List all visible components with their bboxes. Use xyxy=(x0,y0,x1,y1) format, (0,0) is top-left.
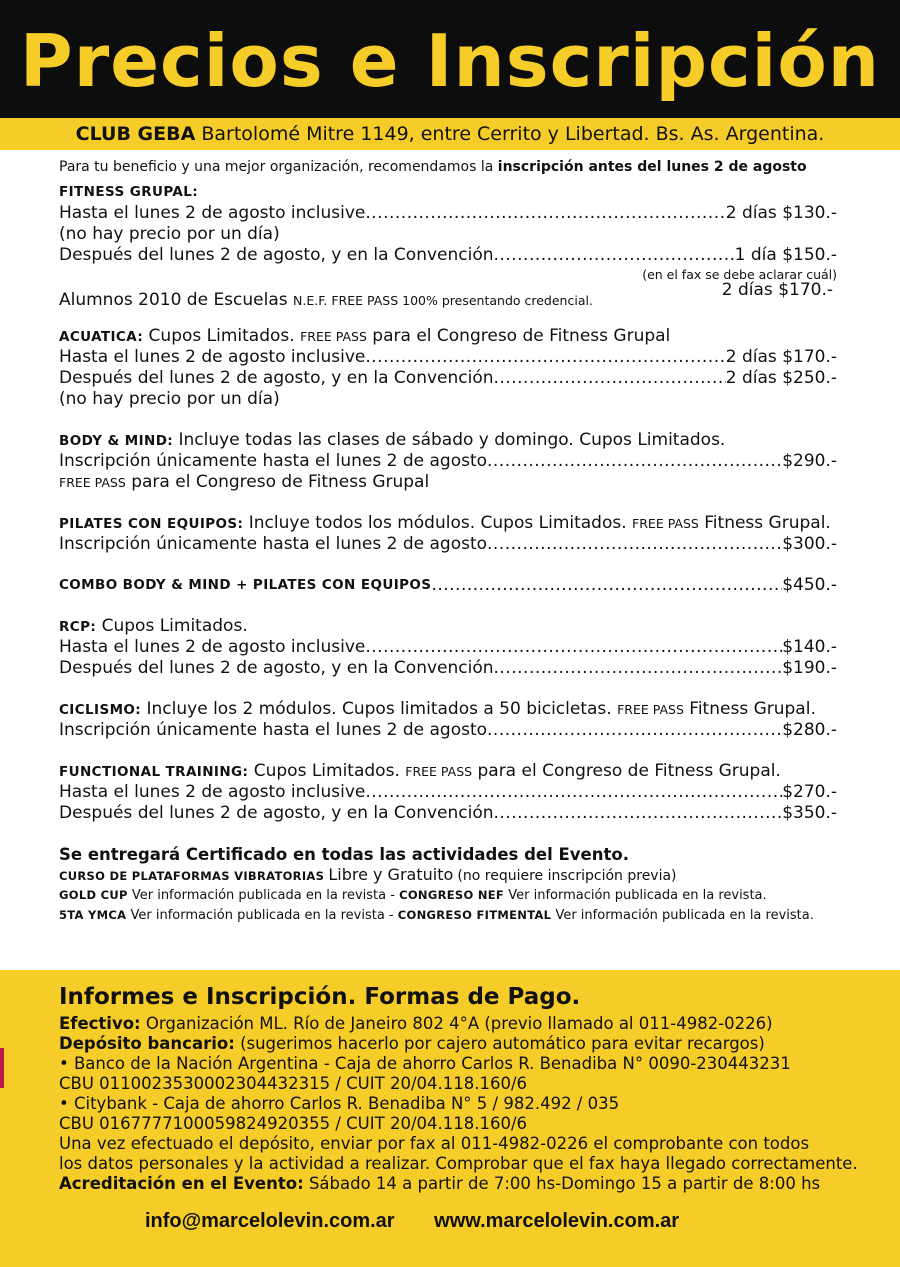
row-price: $300.- xyxy=(782,534,837,554)
row-price: 2 días $170.- xyxy=(721,280,833,300)
extra-text: Ver información publicada en la revista. xyxy=(555,908,814,923)
free-pass-line xyxy=(59,472,837,493)
free-pass: FREE PASS xyxy=(405,764,473,779)
contact-links xyxy=(145,1210,845,1233)
page-title: Precios e Inscripción xyxy=(19,19,881,103)
venue-bar xyxy=(0,118,900,150)
fax-note: (en el fax se debe aclarar cuál) xyxy=(642,267,837,282)
intro-text xyxy=(59,156,837,182)
row-price: 2 días $170.- xyxy=(725,347,837,367)
intro-plain: Para tu beneficio y una mejor organización, recomendamos la xyxy=(59,159,494,175)
intro-bold: inscripción antes del lunes 2 de agosto xyxy=(497,159,807,175)
row-label: Después del lunes 2 de agosto, y en la Convención xyxy=(59,658,494,678)
deposito-label: Depósito bancario: xyxy=(59,1034,235,1053)
alumnos-text xyxy=(59,290,593,311)
row-price: $450.- xyxy=(782,575,837,595)
extra-gold-cup xyxy=(59,885,837,905)
section-label: RCP: xyxy=(59,619,97,635)
extra-key: CONGRESO NEF xyxy=(399,888,505,902)
club-name: CLUB GEBA xyxy=(75,123,196,145)
section-desc: Fitness Grupal. xyxy=(704,513,831,533)
extra-text: Ver información publicada en la revista. xyxy=(508,888,767,903)
payment-heading: Informes e Inscripción. Formas de Pago. xyxy=(59,984,581,1010)
row-note: (no hay precio por un día) xyxy=(59,224,280,244)
row-price: $290.- xyxy=(782,451,837,471)
row-price: $280.- xyxy=(782,720,837,740)
free-pass: FREE PASS xyxy=(59,475,126,490)
row-price: 2 días $250.- xyxy=(725,368,837,388)
row-label: Después del lunes 2 de agosto, y en la Convención xyxy=(59,803,494,823)
row-label: Inscripción únicamente hasta el lunes 2 de agosto xyxy=(59,720,488,740)
dot-leader xyxy=(494,368,726,389)
dot-leader xyxy=(365,347,725,368)
fax-instructions: los datos personales y la actividad a realizar. Comprobar que el fax haya llegado correctamente. xyxy=(59,1154,858,1173)
email-link[interactable]: info@marcelolevin.com.ar xyxy=(145,1210,395,1232)
price-row xyxy=(59,637,837,658)
row-label: Hasta el lunes 2 de agosto inclusive xyxy=(59,782,366,802)
dot-leader xyxy=(494,245,735,266)
section-pilates-heading xyxy=(59,513,837,534)
price-row xyxy=(59,203,837,224)
price-row xyxy=(59,658,837,679)
section-functional-heading xyxy=(59,761,837,782)
header-bar xyxy=(0,0,900,118)
extra-text: Ver información publicada en la revista - xyxy=(130,908,394,923)
row-price: $350.- xyxy=(782,803,837,823)
section-ciclismo-heading xyxy=(59,699,837,720)
extra-text: Ver información publicada en la revista - xyxy=(131,888,395,903)
section-bodymind-heading xyxy=(59,430,837,451)
extra-curso xyxy=(59,865,837,885)
acreditacion-label: Acreditación en el Evento: xyxy=(59,1174,304,1193)
row-price: 2 días $130.- xyxy=(725,203,837,223)
section-label: COMBO BODY & MIND + PILATES CON EQUIPOS xyxy=(59,577,432,593)
efectivo-line xyxy=(59,1014,879,1034)
payment-footer xyxy=(0,970,900,1267)
bank-citybank: • Citybank - Caja de ahorro Carlos R. Benadiba N° 5 / 982.492 / 035 xyxy=(59,1094,620,1113)
price-row xyxy=(59,720,837,741)
row-label: Hasta el lunes 2 de agosto inclusive xyxy=(59,637,366,657)
row-price: $190.- xyxy=(782,658,837,678)
dot-leader xyxy=(487,720,782,741)
section-desc: para el Congreso de Fitness Grupal xyxy=(372,326,671,346)
section-desc: para el Congreso de Fitness Grupal. xyxy=(477,761,781,781)
section-label: FUNCTIONAL TRAINING: xyxy=(59,764,249,780)
section-combo-row xyxy=(59,575,837,596)
deposito-text: (sugerimos hacerlo por cajero automático para evitar recargos) xyxy=(240,1034,765,1053)
row-label: Después del lunes 2 de agosto, y en la Convención xyxy=(59,245,494,265)
extra-key: GOLD CUP xyxy=(59,888,128,902)
extra-text: Libre y Gratuito xyxy=(328,865,454,884)
section-desc: Incluye todos los módulos. Cupos Limitados. xyxy=(248,513,627,533)
row-price: $270.- xyxy=(782,782,837,802)
extra-ymca xyxy=(59,905,837,925)
dot-leader xyxy=(365,637,782,658)
price-row xyxy=(59,245,837,266)
dot-leader xyxy=(431,575,782,596)
row-label: Inscripción únicamente hasta el lunes 2 de agosto xyxy=(59,451,488,471)
row-label: Después del lunes 2 de agosto, y en la Convención xyxy=(59,368,494,388)
alumnos-small: N.E.F. FREE PASS 100% presentando credencial. xyxy=(293,293,593,308)
section-desc: Cupos Limitados. xyxy=(253,761,400,781)
price-row xyxy=(59,803,837,824)
row-price: 1 día $150.- xyxy=(734,245,837,265)
extra-note: (no requiere inscripción previa) xyxy=(457,868,677,884)
section-rcp-heading xyxy=(59,616,837,637)
dot-leader xyxy=(487,451,782,472)
price-row xyxy=(59,534,837,555)
section-desc: Cupos Limitados. xyxy=(101,616,248,636)
extra-key: 5TA YMCA xyxy=(59,908,127,922)
payment-info xyxy=(59,982,879,1194)
section-label: ACUATICA: xyxy=(59,329,144,345)
price-row xyxy=(59,782,837,803)
dot-leader xyxy=(487,534,782,555)
row-label: Inscripción únicamente hasta el lunes 2 de agosto xyxy=(59,534,488,554)
price-row xyxy=(59,451,837,472)
section-desc: para el Congreso de Fitness Grupal xyxy=(131,472,430,492)
price-row xyxy=(59,368,837,389)
row-note: (no hay precio por un día) xyxy=(59,389,280,409)
deposito-line xyxy=(59,1034,879,1054)
bank-nacion: • Banco de la Nación Argentina - Caja de ahorro Carlos R. Benadiba N° 0090-230443231 xyxy=(59,1054,791,1073)
cbu-nacion: CBU 0110023530002304432315 / CUIT 20/04.118.160/6 xyxy=(59,1074,528,1093)
section-desc: Fitness Grupal. xyxy=(689,699,816,719)
section-desc: Cupos Limitados. xyxy=(148,326,295,346)
section-acuatica-heading xyxy=(59,326,837,347)
free-pass: FREE PASS xyxy=(300,329,367,344)
edge-mark xyxy=(0,1048,4,1088)
section-label: BODY & MIND: xyxy=(59,433,174,449)
cbu-citybank: CBU 0167777100059824920355 / CUIT 20/04.118.160/6 xyxy=(59,1114,528,1133)
section-fitness-heading: FITNESS GRUPAL: xyxy=(59,184,199,200)
acreditacion-line xyxy=(59,1174,879,1194)
price-row xyxy=(59,347,837,368)
dot-leader xyxy=(494,803,783,824)
free-pass: FREE PASS xyxy=(617,702,684,717)
alumnos-label: Alumnos 2010 de Escuelas xyxy=(59,290,288,310)
club-address: Bartolomé Mitre 1149, entre Cerrito y Libertad. Bs. As. Argentina. xyxy=(201,123,825,145)
section-label: CICLISMO: xyxy=(59,702,142,718)
efectivo-label: Efectivo: xyxy=(59,1014,141,1033)
section-label: PILATES CON EQUIPOS: xyxy=(59,516,244,532)
row-price: $140.- xyxy=(782,637,837,657)
fax-instructions: Una vez efectuado el depósito, enviar por fax al 011-4982-0226 el comprobante con todos xyxy=(59,1134,810,1153)
section-desc: Incluye todas las clases de sábado y domingo. Cupos Limitados. xyxy=(178,430,726,450)
extra-key: CURSO DE PLATAFORMAS VIBRATORIAS xyxy=(59,869,325,883)
certificate-note: Se entregará Certificado en todas las actividades del Evento. xyxy=(59,845,629,864)
acreditacion-text: Sábado 14 a partir de 7:00 hs-Domingo 15 a partir de 8:00 hs xyxy=(308,1174,821,1193)
row-label: Hasta el lunes 2 de agosto inclusive xyxy=(59,203,366,223)
extra-key: CONGRESO FITMENTAL xyxy=(397,908,552,922)
dot-leader xyxy=(365,782,782,803)
dot-leader xyxy=(365,203,725,224)
free-pass: FREE PASS xyxy=(632,516,699,531)
section-desc: Incluye los 2 módulos. Cupos limitados a 50 bicicletas. xyxy=(146,699,612,719)
efectivo-text: Organización ML. Río de Janeiro 802 4°A (previo llamado al 011-4982-0226) xyxy=(145,1014,773,1033)
row-label: Hasta el lunes 2 de agosto inclusive xyxy=(59,347,366,367)
alumnos-row xyxy=(59,280,837,310)
website-link[interactable]: www.marcelolevin.com.ar xyxy=(434,1210,680,1232)
dot-leader xyxy=(494,658,783,679)
prices-list xyxy=(59,156,837,925)
